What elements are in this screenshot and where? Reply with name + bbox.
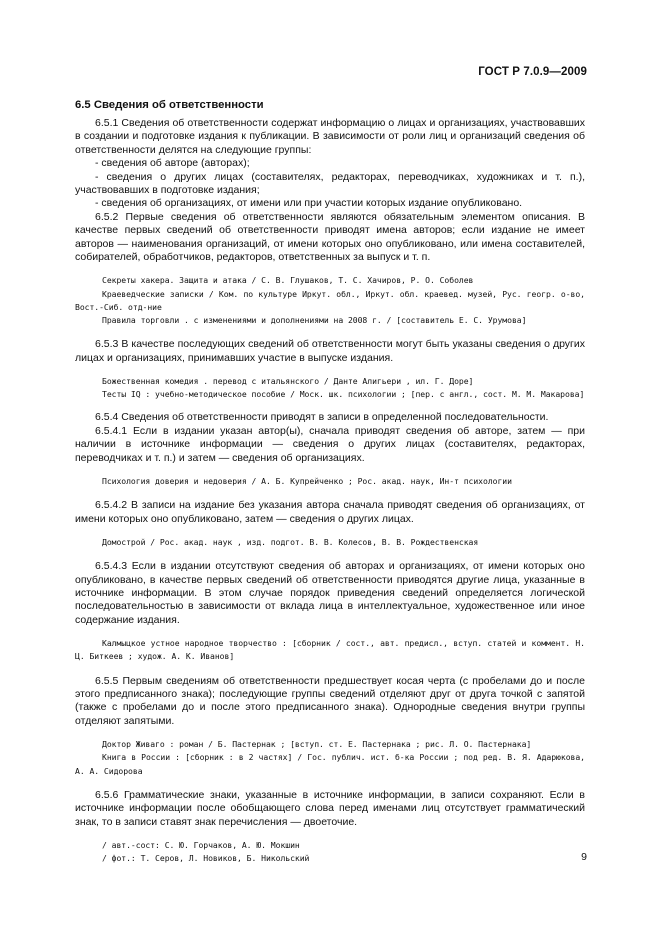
standard-code: ГОСТ Р 7.0.9—2009 bbox=[478, 66, 587, 78]
paragraph: 6.5.4 Сведения об ответственности приводят в записи в определенной последовательности. bbox=[95, 411, 549, 424]
example-group bbox=[75, 475, 585, 488]
example-entry: / фот.: Т. Серов, Л. Новиков, Б. Никольский bbox=[102, 852, 310, 863]
page-number: 9 bbox=[581, 851, 587, 863]
page-content bbox=[75, 98, 585, 875]
paragraph: 6.5.4.1 Если в издании указан автор(ы), сначала приводят сведения об авторе, затем — при наличии в источнике информации — сведения о других лицах (составителях, редакторах, переводчиках и т. п.) и затем — сведения об организациях. bbox=[75, 424, 585, 464]
paragraph: - сведения о других лицах (составителях, редакторах, переводчиках, художниках и т. п.), участвовавших в подготовке издания; bbox=[75, 170, 585, 197]
example-entry: Калмыцкое устное народное творчество : [сборник / сост., авт. предисл., вступ. статей и коммент. Н. Ц. Биткеев ; худож. А. К. Иванов] bbox=[75, 638, 585, 662]
paragraph: 6.5.6 Грамматические знаки, указанные в источнике информации, в записи сохраняют. Если в источнике информации после обобщающего слова перед именами лиц отсутствует грамматический знак, то в записи ставят знак перечисления — двоеточие. bbox=[75, 788, 585, 828]
example-entry: Психология доверия и недоверия / А. Б. Купрейченко ; Рос. акад. наук, Ин-т психологии bbox=[102, 475, 512, 486]
paragraph: 6.5.3 В качестве последующих сведений об ответственности могут быть указаны сведения о других лицах и организациях, принимавших участие в выпуске издания. bbox=[75, 338, 585, 364]
example-entry: Правила торговли . с изменениями и дополнениями на 2008 г. / [составитель Е. С. Урумова] bbox=[102, 315, 527, 326]
example-entry: / авт.-сост: С. Ю. Горчаков, А. Ю. Мокшин bbox=[102, 840, 300, 851]
paragraph: 6.5.5 Первым сведениям об ответственности предшествует косая черта (с пробелами до и после этого предписанного знака); последующие группы сведений отделяют друг от друга точкой с запятой (также с пробелами до и после этого предписанного знака). Однородные сведения внутри группы отделяют запятыми. bbox=[75, 674, 585, 727]
example-group bbox=[75, 839, 585, 864]
paragraph: 6.5.4.2 В записи на издание без указания автора сначала приводят сведения об организациях, от имени которых оно опубликовано, затем — сведения о других лицах. bbox=[75, 499, 585, 525]
paragraph: 6.5.4.3 Если в издании отсутствуют сведения об авторах и организациях, от имени которых оно опубликовано, в качестве первых сведений об ответственности приводятся другие лица, указанные в источнике информации. В этом случае порядок приведения сведений определяется логической последовательностью в зависимости от вклада лица в интеллектуальное, художественное или иное содержание издания. bbox=[75, 560, 585, 626]
example-group bbox=[75, 738, 585, 778]
example-group bbox=[75, 536, 585, 549]
example-entry: Секреты хакера. Защита и атака / С. В. Глушаков, Т. С. Хачиров, Р. О. Соболев bbox=[102, 275, 474, 286]
paragraph: 6.5.2 Первые сведения об ответственности являются обязательным элементом описания. В качестве первых сведений об ответственности приводят имена авторов; если издание не имеет авторов — наименования организаций, от имени которых оно опубликовано, или имена составителей, собирателей, обработчиков, редакторов, ответственных за выпуск и т. п. bbox=[75, 210, 585, 264]
example-entry: Домострой / Рос. акад. наук , изд. подгот. В. В. Колесов, В. В. Рождественская bbox=[102, 536, 479, 547]
example-entry: Книга в России : [сборник : в 2 частях] / Гос. публич. ист. б-ка России ; под ред. В. Я. Адарюкова, А. А. Сидорова bbox=[75, 752, 585, 776]
example-group bbox=[75, 637, 585, 663]
paragraph: - сведения об организациях, от имени или при участии которых издание опубликовано. bbox=[95, 197, 523, 210]
example-group bbox=[75, 274, 585, 327]
example-entry: Тесты IQ : учебно-методическое пособие / Моск. шк. психологии ; [пер. с англ., сост. М. М. Макарова] bbox=[102, 388, 585, 399]
paragraph: - сведения об авторе (авторах); bbox=[95, 157, 250, 170]
example-group bbox=[75, 375, 585, 400]
example-entry: Доктор Живаго : роман / Б. Пастернак ; [вступ. ст. Е. Пастернака ; рис. Л. О. Пастернака] bbox=[102, 739, 532, 750]
example-entry: Божественная комедия . перевод с итальянского / Данте Алигьери , ил. Г. Доре] bbox=[102, 376, 474, 387]
paragraph: 6.5.1 Сведения об ответственности содержат информацию о лицах и организациях, участвовавших в создании и подготовке издания к публикации. В зависимости от роли лиц и организаций сведения об ответственности делятся на следующие группы: bbox=[75, 117, 585, 156]
example-entry: Краеведческие записки / Ком. по культуре Иркут. обл., Иркут. обл. краевед. музей, Рус. геогр. о-во, Вост.-Сиб. отд-ние bbox=[75, 288, 585, 312]
section-title: 6.5 Сведения об ответственности bbox=[75, 99, 264, 111]
